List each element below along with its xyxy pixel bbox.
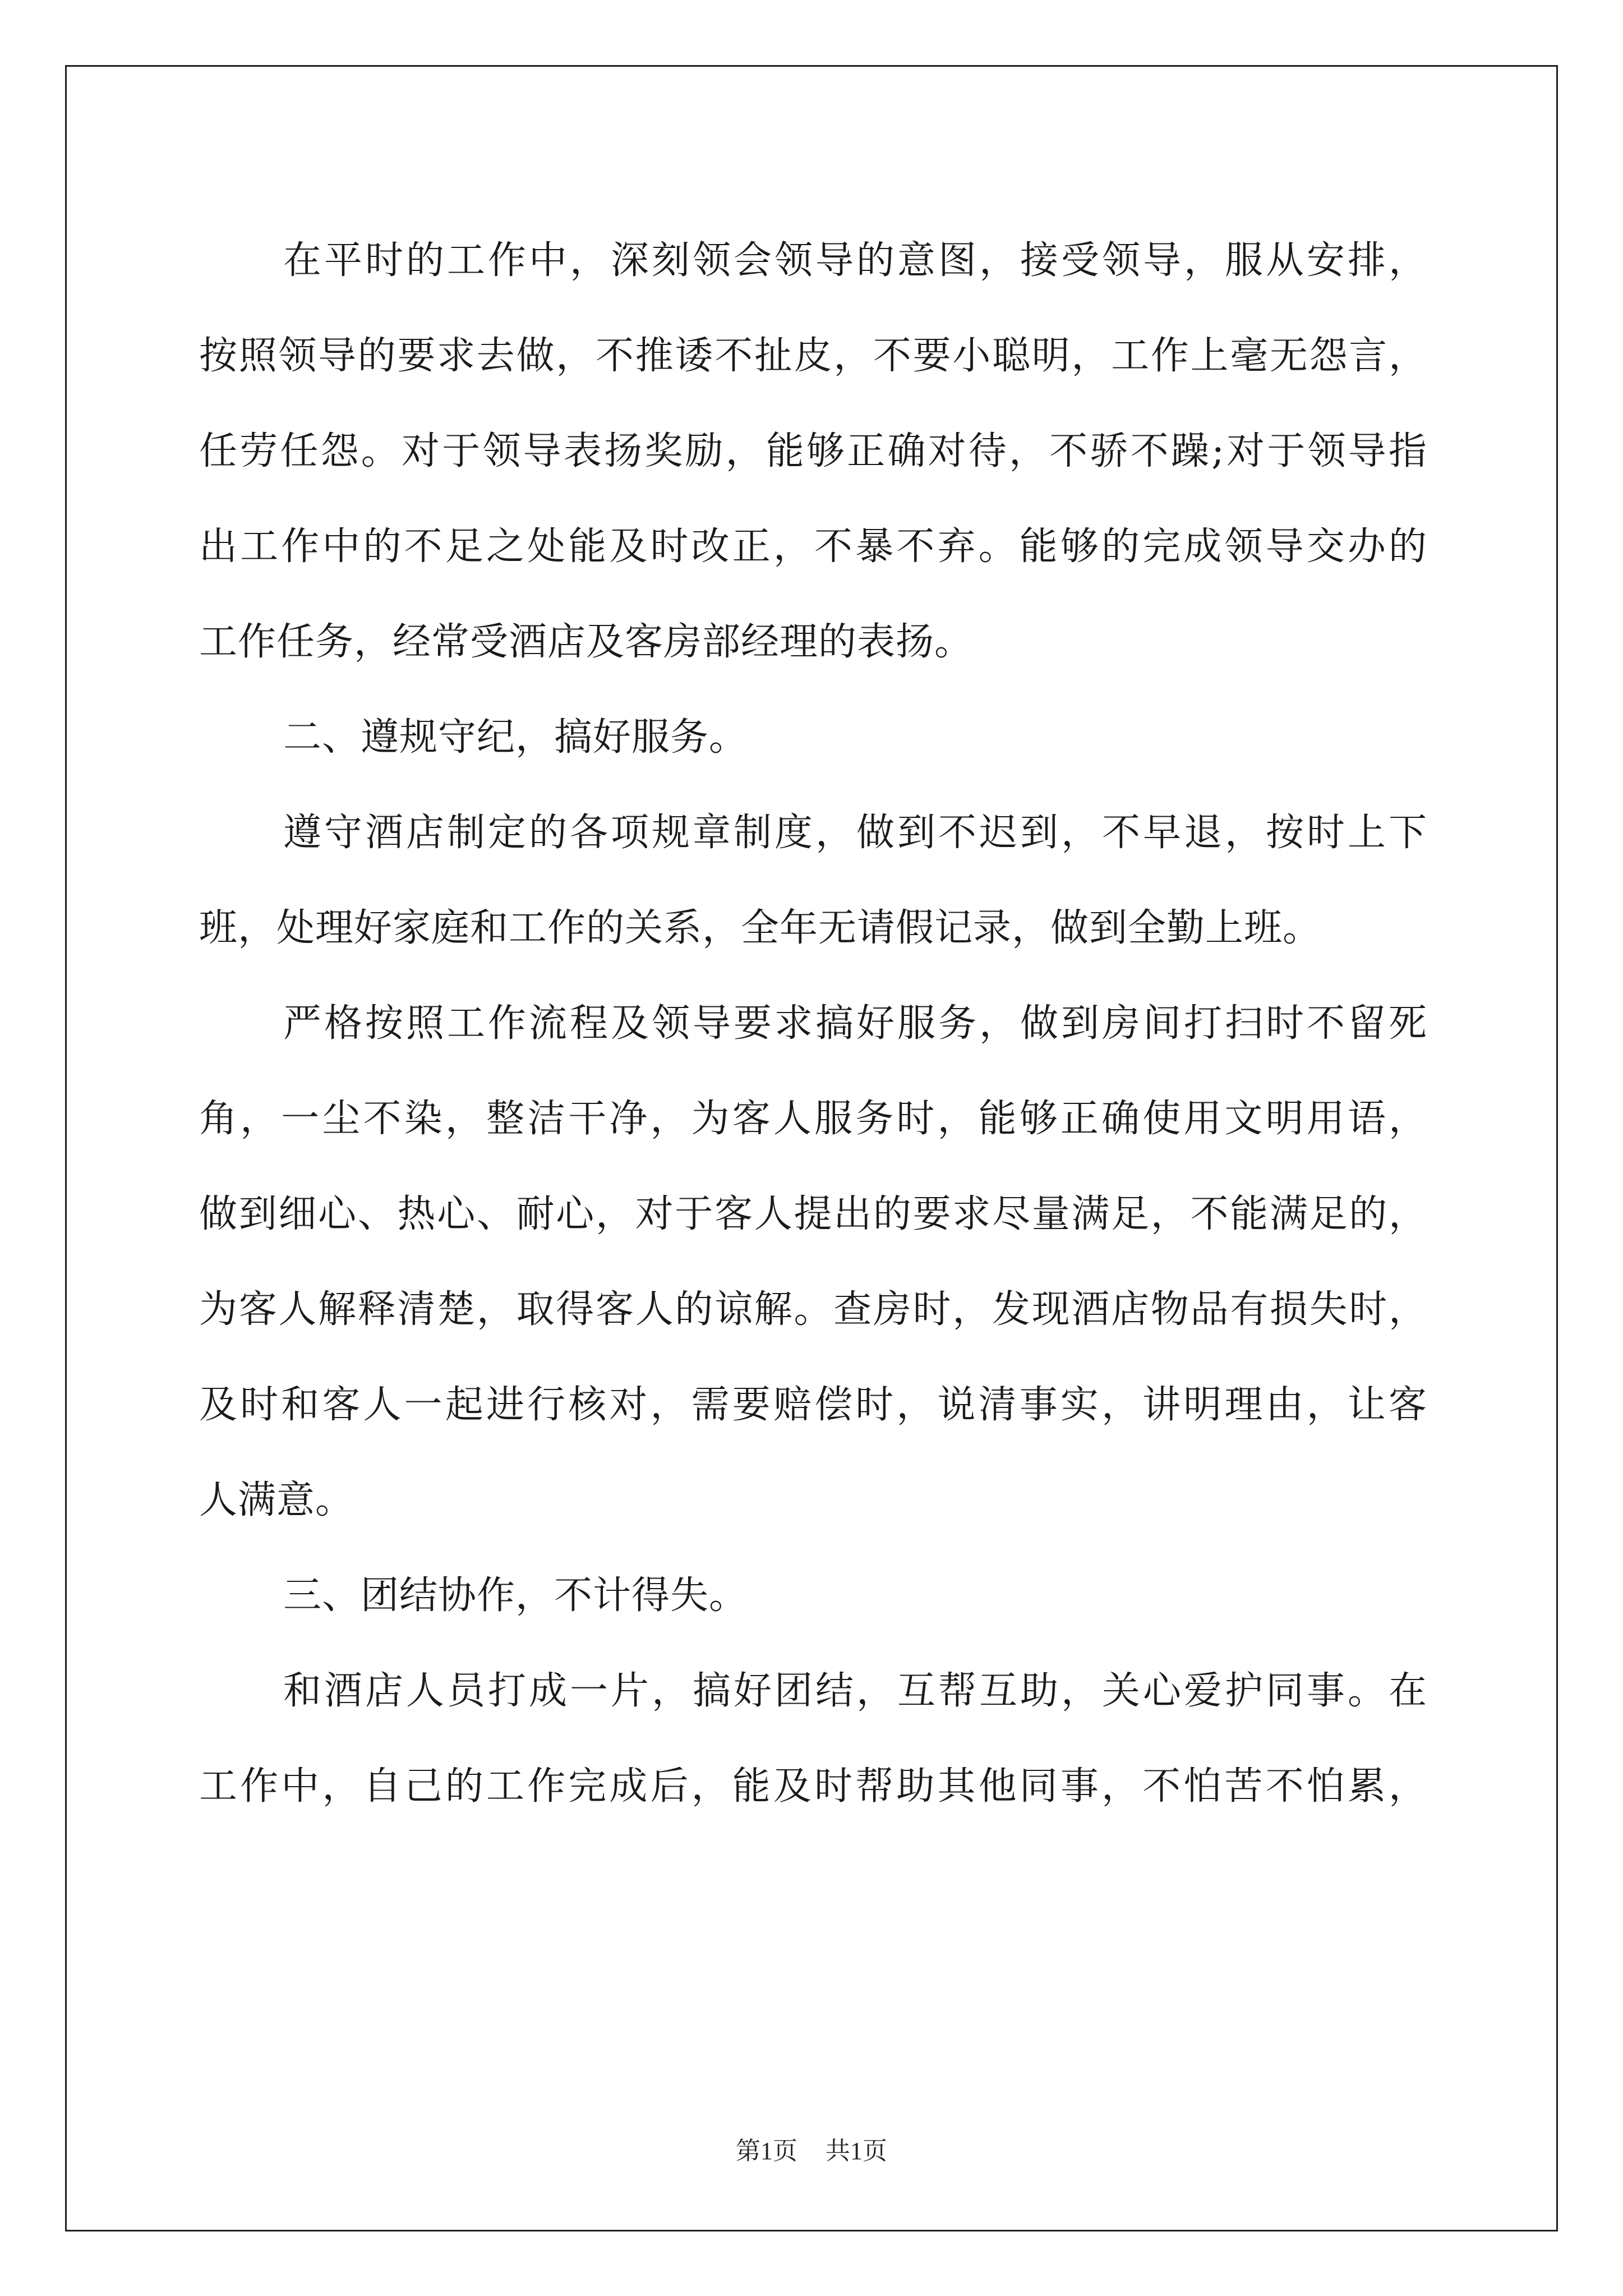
paragraph-line: 角，一尘不染，整洁干净，为客人服务时，能够正确使用文明用语， bbox=[199, 1097, 1427, 1141]
paragraph-line: 工作中，自己的工作完成后，能及时帮助其他同事，不怕苦不怕累， bbox=[199, 1764, 1427, 1809]
section-heading: 三、团结协作，不计得失。 bbox=[283, 1573, 748, 1618]
paragraph-line: 人满意。 bbox=[199, 1478, 354, 1522]
paragraph-line: 和酒店人员打成一片，搞好团结，互帮互助，关心爱护同事。在 bbox=[283, 1669, 1427, 1713]
paragraph-line: 出工作中的不足之处能及时改正，不暴不弃。能够的完成领导交办的 bbox=[199, 524, 1427, 569]
paragraph-line: 为客人解释清楚，取得客人的谅解。查房时，发现酒店物品有损失时， bbox=[199, 1287, 1427, 1332]
paragraph-line: 遵守酒店制定的各项规章制度，做到不迟到，不早退，按时上下 bbox=[283, 811, 1427, 855]
paragraph-line: 工作任务，经常受酒店及客房部经理的表扬。 bbox=[199, 620, 974, 664]
document-body bbox=[199, 213, 1427, 1834]
page-footer bbox=[0, 2131, 1623, 2166]
paragraph-line: 按照领导的要求去做，不推诿不扯皮，不要小聪明，工作上毫无怨言， bbox=[199, 334, 1427, 378]
page-total: 共1页 bbox=[826, 2137, 887, 2165]
paragraph-line: 任劳任怨。对于领导表扬奖励，能够正确对待，不骄不躁;对于领导指 bbox=[199, 429, 1427, 473]
paragraph-line: 在平时的工作中，深刻领会领导的意图，接受领导，服从安排， bbox=[283, 238, 1427, 283]
paragraph-line: 及时和客人一起进行核对，需要赔偿时，说清事实，讲明理由，让客 bbox=[199, 1383, 1427, 1427]
page-number: 第1页 bbox=[736, 2137, 797, 2165]
paragraph-line: 严格按照工作流程及领导要求搞好服务，做到房间打扫时不留死 bbox=[283, 1001, 1427, 1046]
section-heading: 二、遵规守纪，搞好服务。 bbox=[283, 715, 748, 760]
paragraph-line: 班，处理好家庭和工作的关系，全年无请假记录，做到全勤上班。 bbox=[199, 906, 1322, 950]
paragraph-line: 做到细心、热心、耐心，对于客人提出的要求尽量满足，不能满足的， bbox=[199, 1192, 1427, 1236]
